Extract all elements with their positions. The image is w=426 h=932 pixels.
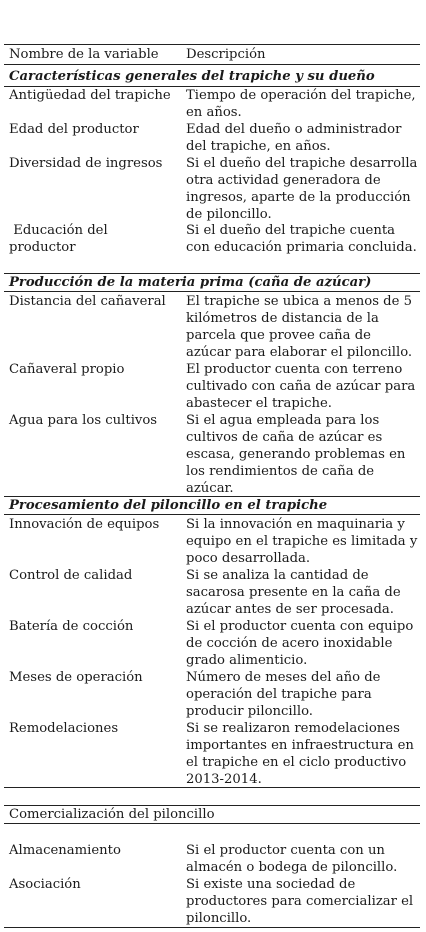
variable-description: Tiempo de operación del trapiche, en años. [186,88,416,120]
variable-name: Agua para los cultivos [9,413,158,428]
variable-name: Almacenamiento [9,843,121,858]
variable-description: Si existe una sociedad de productores para comercializar el piloncillo. [186,877,414,926]
section-title: Producción de la materia prima (caña de azúcar) [9,275,372,290]
variable-name: Diversidad de ingresos [9,156,163,171]
variable-name: Asociación [9,877,81,892]
column-header-variable: Nombre de la variable [9,47,159,62]
variable-description: Si se realizaron remodelaciones importantes en infraestructura en el trapiche en el ciclo productivo 2013-2014. [186,721,414,787]
variable-name: Control de calidad [9,568,133,583]
section-title: Procesamiento del piloncillo en el trapiche [9,498,328,513]
variable-name: Edad del productor [9,122,139,137]
variable-name: Antigüedad del trapiche [9,88,171,103]
section-rule [4,291,420,292]
variable-description: Si el agua empleada para los cultivos de caña de azúcar es escasa, generando problemas en los rendimientos de caña de azúcar. [186,413,406,496]
variable-name: Distancia del cañaveral [9,294,166,309]
variable-name: Meses de operación [9,670,143,685]
section-rule [4,514,420,515]
variable-description: Si el productor cuenta con equipo de cocción de acero inoxidable grado alimenticio. [186,619,414,668]
variable-description: El productor cuenta con terreno cultivado con caña de azúcar para abastecer el trapiche. [186,362,416,411]
variable-description: Si se analiza la cantidad de sacarosa presente en la caña de azúcar antes de ser procesada. [186,568,401,617]
table-top-rule [4,44,420,45]
variable-description: Si el dueño del trapiche cuenta con educación primaria concluida. [186,223,417,255]
variable-description: Edad del dueño o administrador del trapiche, en años. [186,122,402,154]
variable-description: Si el dueño del trapiche desarrolla otra actividad generadora de ingresos, aparte de la producción de piloncillo. [186,156,418,222]
table-bottom-rule [4,927,420,928]
variable-description: Si el productor cuenta con un almacén o bodega de piloncillo. [186,843,398,875]
variable-name: Batería de cocción [9,619,134,634]
variable-name: Innovación de equipos [9,517,160,532]
variable-description: Si la innovación en maquinaria y equipo en el trapiche es limitada y poco desarrollada. [186,517,418,566]
section-title: Características generales del trapiche y su dueño [9,69,375,84]
section-rule [4,823,420,824]
variable-name: Remodelaciones [9,721,119,736]
variable-name: Cañaveral propio [9,362,125,377]
column-header-description: Descripción [186,47,266,62]
header-bottom-rule [4,64,420,65]
variable-name: Educación del productor [9,223,112,255]
variable-description: El trapiche se ubica a menos de 5 kilómetros de distancia de la parcela que provee caña de azúcar para elaborar el piloncillo. [186,294,413,360]
variable-description: Número de meses del año de operación del trapiche para producir piloncillo. [186,670,381,719]
section-title: Comercialización del piloncillo [9,807,215,822]
